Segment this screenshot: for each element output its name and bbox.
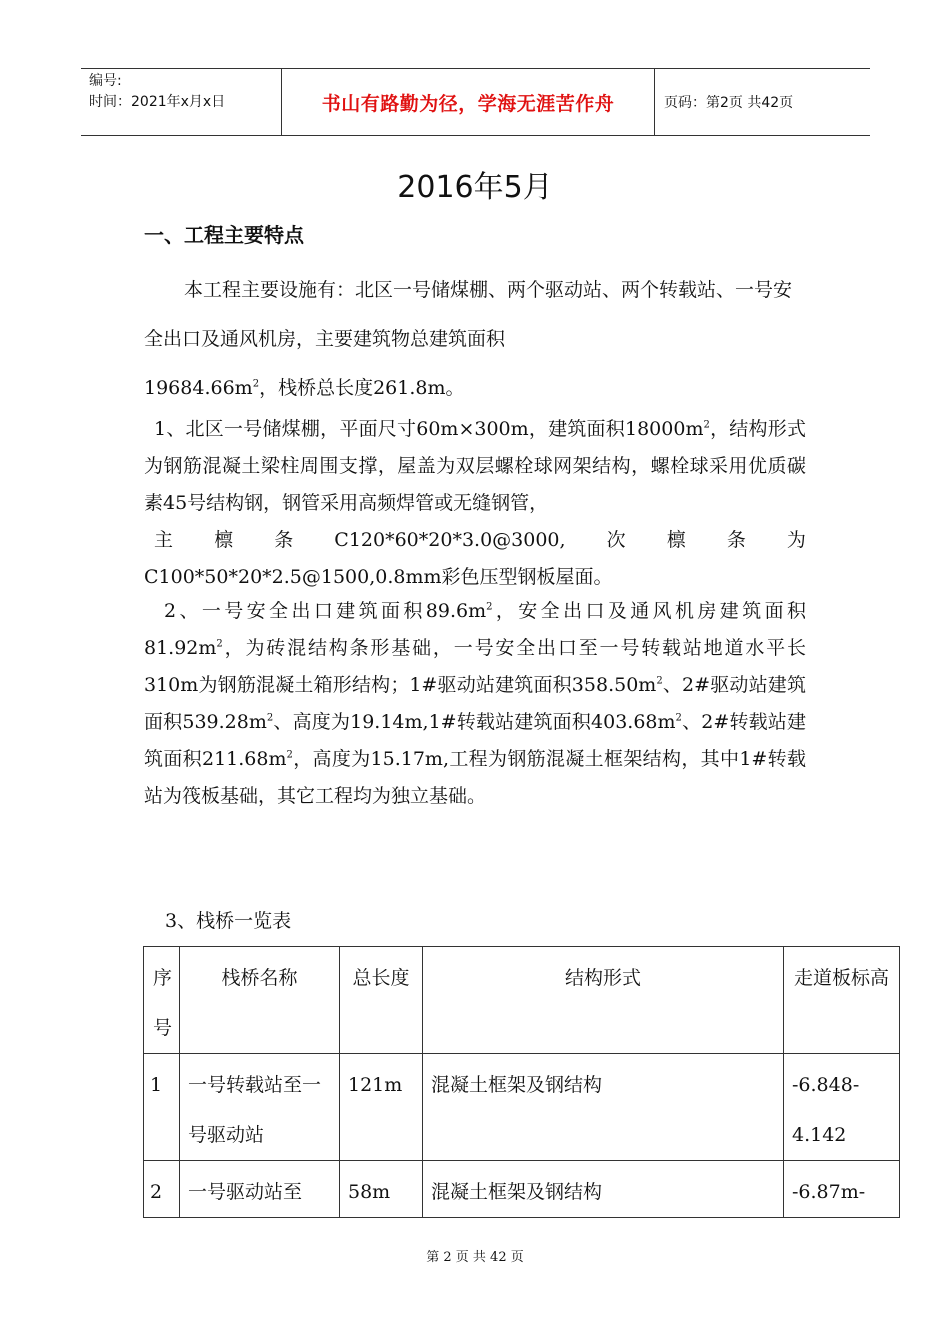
header-motto: 书山有路勤为径，学海无涯苦作舟 [282, 69, 655, 135]
header-elevation: 走道板标高 [784, 947, 900, 1054]
number-label: 编号: [89, 73, 122, 89]
cell-length: 58m [340, 1161, 423, 1218]
table-row [144, 1161, 900, 1218]
time-label: 时间：2021年x月x日 [89, 94, 226, 110]
cell-name: 一号转载站至一号驱动站 [180, 1054, 340, 1161]
page-footer: 第 2 页 共 42 页 [426, 1250, 524, 1265]
section-heading: 一、工程主要特点 [144, 223, 304, 247]
cell-elevation: -6.848-4.142 [784, 1054, 900, 1161]
cell-elevation: -6.87m- [784, 1161, 900, 1218]
table-header-row [144, 947, 900, 1054]
intro-paragraph: 本工程主要设施有：北区一号储煤棚、两个驱动站、两个转载站、一号安全出口及通风机房，主要建筑物总建筑面积 $19684.66m^2$，栈桥总长度261.8m。 [144, 279, 793, 399]
cell-name: 一号驱动站至 [180, 1161, 340, 1218]
cell-structure: 混凝土框架及钢结构 [423, 1054, 784, 1161]
header-length: 总长度 [340, 947, 423, 1054]
purlin-spec-line: 主 檩 条 C120*60*20*3.0@3000, 次 檩 条 为 [154, 529, 806, 551]
table-caption: 3、栈桥一览表 [165, 910, 292, 932]
paragraph-coal-shed: 1、北区一号储煤棚，平面尺寸60m×300m，建筑面积$18000m^2$，结构形式为钢筋混凝土梁柱周围支撑，屋盖为双层螺栓球网架结构，螺栓球采用优质碳素45号结构钢，钢管采用高频焊管或无缝钢管， 主 檩 条 C120*60*20*3.0@3000, 次 檩 条 为 C100*50*20*2.5@1500,0.8mm彩色压型钢板屋面。 [144, 418, 806, 588]
header-page-label: 页码：第2页 共42页 [664, 95, 794, 111]
header-meta [81, 69, 282, 135]
cell-length: 121m [340, 1054, 423, 1161]
paragraph-buildings: 2、一号安全出口建筑面积$89.6m^2$，安全出口及通风机房建筑面积$81.92m^2$，为砖混结构条形基础，一号安全出口至一号转载站地道水平长310m为钢筋混凝土箱形结构；1#驱动站建筑面积$358.50m^2$、2#驱动站建筑面积$539.28m^2$、高度为19.14m,1#转载站建筑面积$403.68m^2$、2#转载站建筑面积$211.68m^2$，高度为15.17m,工程为钢筋混凝土框架结构，其中1#转载站为筏板基础，其它工程均为独立基础。 [144, 600, 806, 807]
page-title: 2016年5月 [397, 170, 553, 205]
header-structure: 结构形式 [423, 947, 784, 1054]
cell-structure: 混凝土框架及钢结构 [423, 1161, 784, 1218]
header-no: 序号 [144, 947, 180, 1054]
cell-no: 1 [144, 1054, 180, 1161]
cell-no: 2 [144, 1161, 180, 1218]
table-row [144, 1054, 900, 1161]
header-name: 栈桥名称 [180, 947, 340, 1054]
page-header [81, 68, 870, 136]
trestle-table [143, 946, 900, 1218]
